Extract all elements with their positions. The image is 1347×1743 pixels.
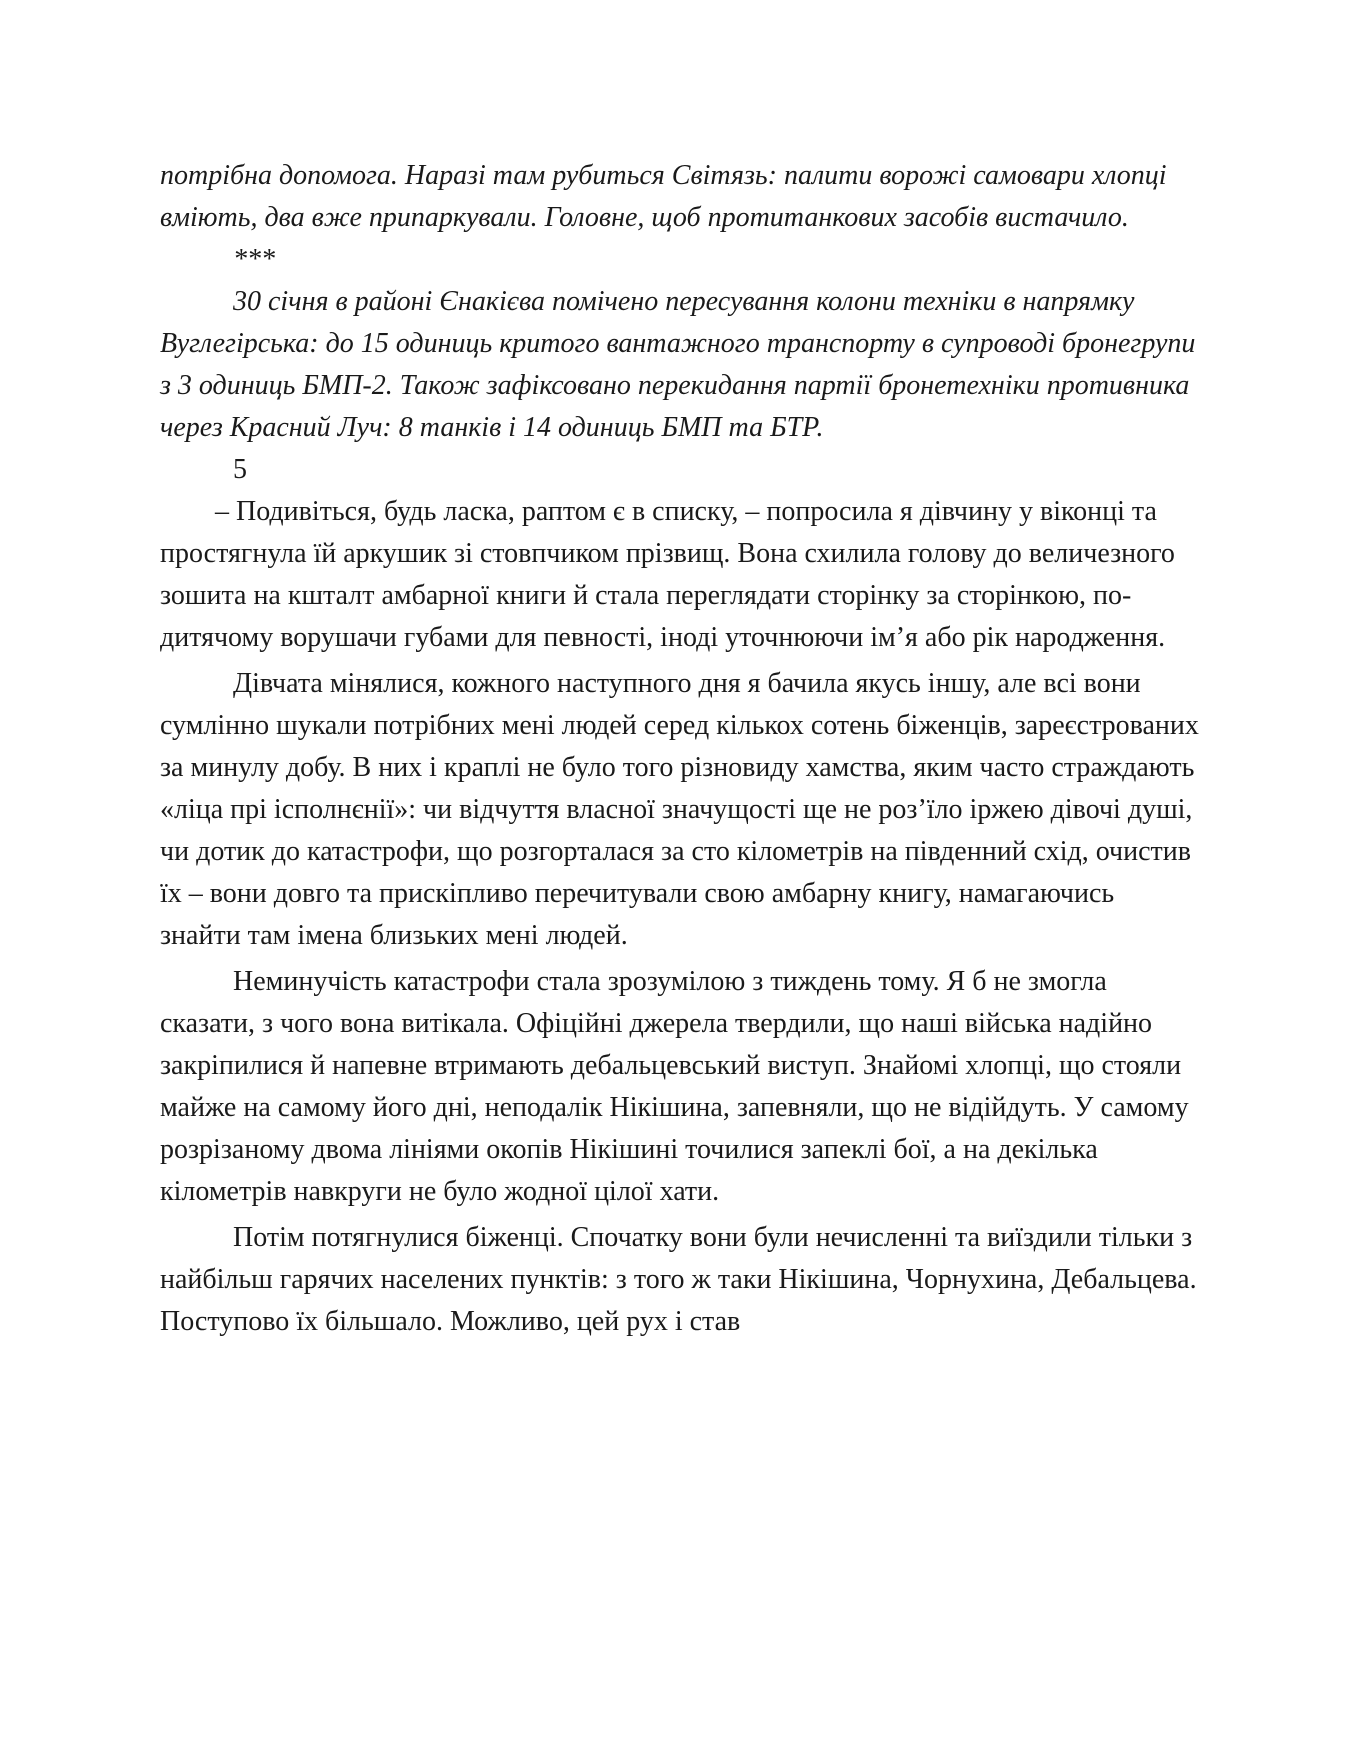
body-paragraph-2: Дівчата мінялися, кожного наступного дня я бачила якусь іншу, але всі вони сумлінно шукали потрібних мені людей серед кількох сотень біженців, зареєстрованих за минулу добу. В них і краплі не було того різновиду хамства, яким часто страждають «ліца прі ісполнєнії»: чи відчуття власної значущості ще не роз’їло іржею дівочі душі, чи дотик до катастрофи, що розгорталася за сто кілометрів на південний схід, очистив їх – вони довго та прискіпливо перечитували свою амбарну книгу, намагаючись знайти там імена близьких мені людей. xyxy=(160,668,1199,951)
body-paragraph-4: Потім потягнулися біженці. Спочатку вони були нечисленні та виїздили тільки з найбільш гарячих населених пунктів: з того ж таки Нікішина, Чорнухина, Дебальцева. Поступово їх більшало. Можливо, цей рух і став xyxy=(160,1222,1197,1337)
text-body xyxy=(160,155,1200,1343)
section-separator: *** xyxy=(233,244,275,275)
body-paragraph-1: – Подивіться, будь ласка, раптом є в списку, – попросила я дівчину у віконці та простягнула їй аркушик зі стовпчиком прізвищ. Вона схилила голову до величезного зошита на кшталт амбарної книги й стала переглядати сторінку за сторінкою, по-дитячому ворушачи губами для певності, іноді уточнюючи ім’я або рік народження. xyxy=(160,496,1175,653)
italic-continued-paragraph: потрібна допомога. Наразі там рубиться Світязь: палити ворожі самовари хлопці вміють, два вже припаркували. Головне, щоб протитанкових засобів вистачило. xyxy=(160,160,1167,233)
body-paragraph-3: Неминучість катастрофи стала зрозумілою з тиждень тому. Я б не змогла сказати, з чого вона витікала. Офіційні джерела твердили, що наші війська надійно закріпилися й напевне втримають дебальцевський виступ. Знайомі хлопці, що стояли майже на самому його дні, неподалік Нікішина, запевняли, що не відійдуть. У самому розрізаному двома лініями окопів Нікішині точилися запеклі бої, а на декілька кілометрів навкруги не було жодної цілої хати. xyxy=(160,966,1189,1207)
italic-report-paragraph: 30 січня в районі Єнакієва помічено пересування колони техніки в напрямку Вуглегірська: до 15 одиниць критого вантажного транспорту в супроводі бронегрупи з 3 одиниць БМП-2. Також зафіксовано перекидання партії бронетехніки противника через Красний Луч: 8 танків і 14 одиниць БМП та БТР. xyxy=(160,286,1196,443)
chapter-number: 5 xyxy=(233,454,247,485)
